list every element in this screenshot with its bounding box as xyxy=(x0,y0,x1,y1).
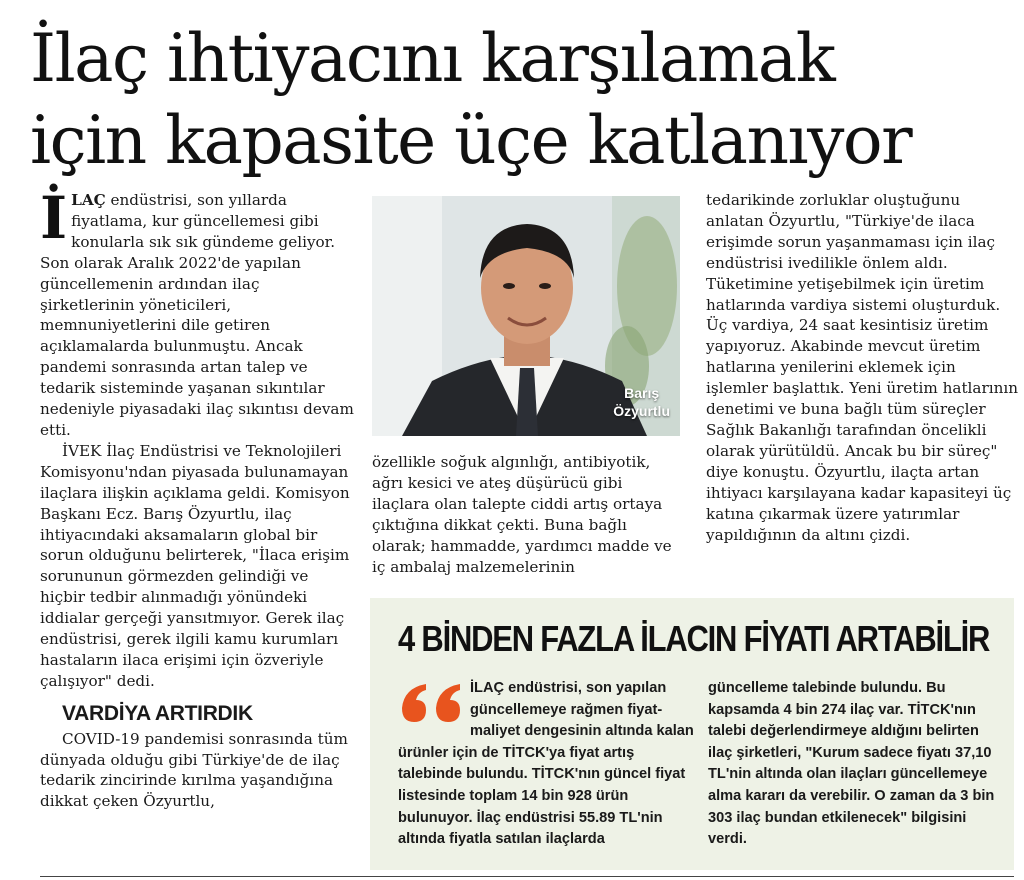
box-column-left xyxy=(398,678,698,851)
article-column-1 xyxy=(40,184,358,812)
article-column-2 xyxy=(372,452,682,577)
box-left-text: İLAÇ endüstrisi, son yapılan güncellemeye rağmen fiyat-maliyet dengesinin altında kalan ürünler için de TİTCK'ya fiyat artış talebinde bulundu. TİTCK'nın güncel fiyat listesinde toplam 14 bin 928 ürün bulunuyor. İlaç endüstrisi 55.89 TL'nin altında fiyatla satılan ilaçlarda xyxy=(398,680,694,848)
section-subhead: VARDİYA ARTIRDIK xyxy=(62,701,253,725)
column-3-paragraph: tedarikinde zorluklar oluştuğunu anlatan Özyurtlu, "Türkiye'de ilaca erişimde sorun yaşanmaması için ilaç endüstrisi ivedilikle önlem aldı. Tüketimine yetişebilmek için üretim hatlarında vardiya sistemi oluşturduk. Üç vardiya, 24 saat kesintisiz üretim yapıyoruz. Akabinde mevcut üretim hatlarına yenilerini eklemek için işlemler başlattık. Yeni üretim hatlarının denetimi ve buna bağlı tüm süreçler Sağlık Bakanlığı tarafından öncelikli olarak yürütüldü. Ancak bu bir süreç" diye konuştu. Özyurtlu, ilaçta artan ihtiyacı karşılayana kadar kapasiteyi üç katına çıkarmak üzere yatırımlar yapıldığının da altını çizdi. xyxy=(706,191,1019,544)
article-column-3 xyxy=(706,190,1018,545)
quote-icon xyxy=(398,680,464,724)
drop-cap: İ xyxy=(40,184,68,252)
headline xyxy=(30,18,1020,182)
paragraph-1-text: endüstrisi, son yıllarda fiyatlama, kur güncellemesi gibi konularla sık sık gündeme geliyor. Son olarak Aralık 2022'de yapılan güncellemenin ardından ilaç şirketlerinin yöneticileri, memnuniyetlerini dile getiren açıklamalarda bulunmuştu. Ancak pandemi sonrasında artan talep ve tedarik sisteminde yaşanan sıkıntılar nedeniyle piyasadaki ilaç sıkıntısı devam etti. xyxy=(40,191,354,439)
portrait-photo xyxy=(372,196,680,436)
photo-caption xyxy=(613,384,670,420)
box-column-right xyxy=(708,678,998,851)
caption-first-name: Barış xyxy=(624,385,660,401)
paragraph-2: İVEK İlaç Endüstrisi ve Teknolojileri Komisyonu'ndan piyasada bulunamayan ilaçlara ilişkin açıklama geldi. Komisyon Başkanı Ecz. Barış Özyurtlu, ilaç ihtiyacındaki aksamaların global bir sorun olduğunu belirterek, "İlaca erişim sorununun görmezden gelindiği ve hiçbir tedbir alınmadığı yönündeki iddialar gerçeği yansıtmıyor. Gerek ilaç endüstrisi, gerek ilgili kamu kurumları hastaların ilaca erişimi için özveriyle çalışıyor" dedi. xyxy=(40,441,350,690)
paragraph-1 xyxy=(40,184,358,441)
box-right-text: güncelleme talebinde bulundu. Bu kapsamda 4 bin 274 ilaç var. TİTCK'nın talebi değerlendirmeye aldığını belirten ilaç şirketleri, "Kurum sadece fiyatı 37,10 TL'nin altında olan ilaçları güncellemeye alma kararı da verebilir. O zaman da 3 bin 303 ilaç bundan etkilenecek" bilgisini verdi. xyxy=(708,680,995,848)
lead-word: LAÇ xyxy=(71,191,106,209)
paragraph-3: COVID-19 pandemisi sonrasında tüm dünyada olduğu gibi Türkiye'de de ilaç tedarik zincirinde kırılma yaşandığına dikkat çeken Özyurtlu, xyxy=(40,729,348,811)
sidebar-box xyxy=(370,598,1014,870)
headline-line-2: için kapasite üçe katlanıyor xyxy=(30,102,912,179)
headline-line-1: İlaç ihtiyacını karşılamak xyxy=(30,20,835,97)
bottom-rule xyxy=(40,876,1014,877)
column-2-paragraph: özellikle soğuk algınlığı, antibiyotik, ağrı kesici ve ateş düşürücü gibi ilaçlara olan talepte ciddi artış ortaya çıktığına dikkat çekti. Buna bağlı olarak; hammadde, yardımcı madde ve iç ambalaj malzemelerinin xyxy=(372,453,672,576)
box-title: 4 BİNDEN FAZLA İLACIN FİYATI ARTABİLİR xyxy=(398,618,990,659)
caption-last-name: Özyurtlu xyxy=(613,403,670,419)
